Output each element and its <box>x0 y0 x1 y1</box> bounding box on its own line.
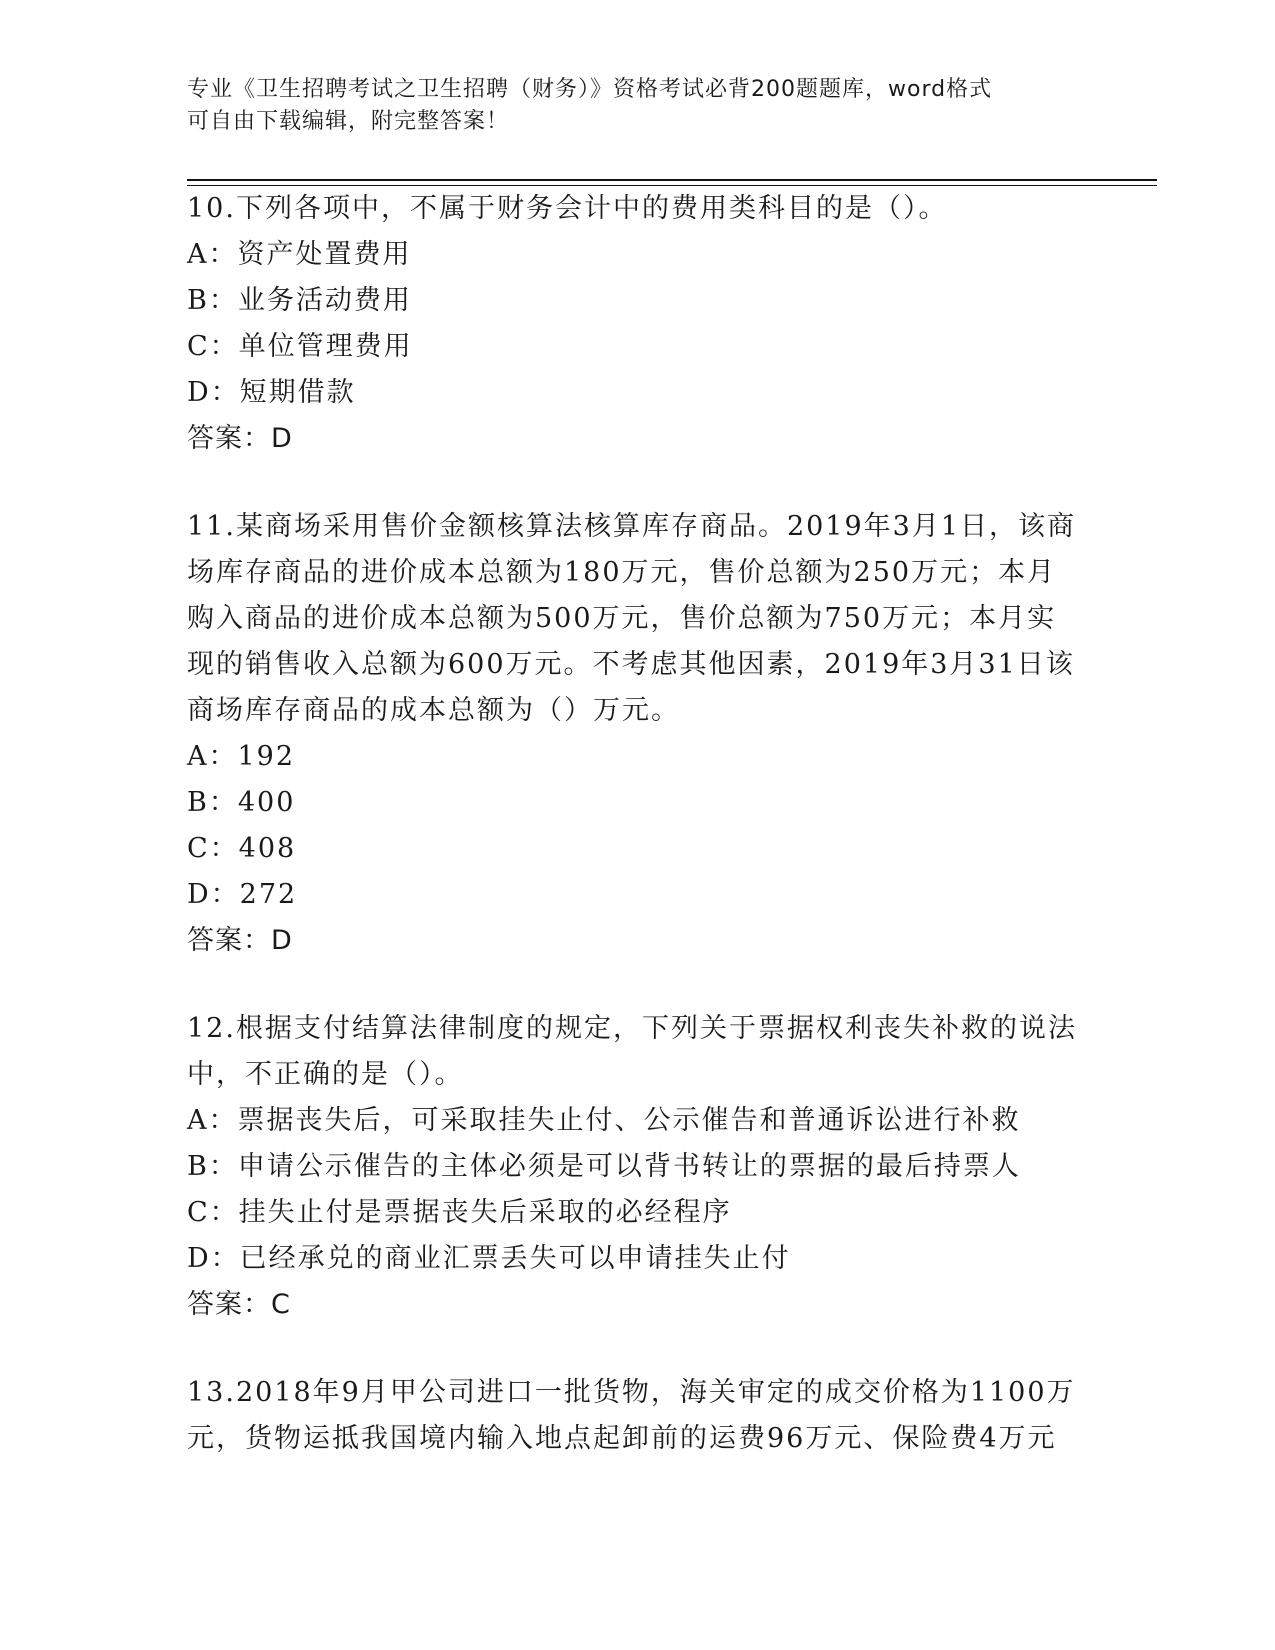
option-d: D：272 <box>187 879 298 910</box>
header-line-1: 专业《卫生招聘考试之卫生招聘（财务）》资格考试必背200题题库，word格式 <box>187 77 993 102</box>
header-rule-thick <box>187 179 1157 181</box>
option-c: C：挂失止付是票据丧失后采取的必经程序 <box>187 1197 732 1228</box>
question-text: 13.2018年9月甲公司进口一批货物，海关审定的成交价格为1100万 <box>187 1377 1076 1408</box>
option-b: B：400 <box>187 787 296 818</box>
option-a: A：192 <box>187 741 296 772</box>
option-c: C：单位管理费用 <box>187 331 413 362</box>
option-b: B：申请公示催告的主体必须是可以背书转让的票据的最后持票人 <box>187 1151 1021 1182</box>
question-text: 10.下列各项中，不属于财务会计中的费用类科目的是（）。 <box>187 193 948 224</box>
option-a: A：票据丧失后，可采取挂失止付、公示催告和普通诉讼进行补救 <box>187 1105 1021 1136</box>
question-10 <box>187 186 1087 462</box>
question-text: 12.根据支付结算法律制度的规定，下列关于票据权利丧失补救的说法 <box>187 1013 1077 1044</box>
option-d: D：短期借款 <box>187 377 356 408</box>
question-list <box>187 186 1087 1504</box>
answer-line: 答案：D <box>187 423 293 454</box>
option-a: A：资产处置费用 <box>187 239 412 270</box>
answer-line: 答案：C <box>187 1289 291 1320</box>
question-text: 现的销售收入总额为600万元。不考虑其他因素，2019年3月31日该 <box>187 649 1075 680</box>
document-header <box>187 74 1067 138</box>
question-11 <box>187 504 1087 964</box>
question-text: 场库存商品的进价成本总额为180万元，售价总额为250万元；本月 <box>187 557 1057 588</box>
question-12 <box>187 1006 1087 1328</box>
question-13 <box>187 1370 1087 1462</box>
header-line-2: 可自由下载编辑，附完整答案！ <box>187 109 510 134</box>
question-text: 商场库存商品的成本总额为（）万元。 <box>187 695 680 726</box>
option-b: B：业务活动费用 <box>187 285 412 316</box>
question-text: 中，不正确的是（）。 <box>187 1059 464 1090</box>
answer-line: 答案：D <box>187 925 293 956</box>
question-text: 元，货物运抵我国境内输入地点起卸前的运费96万元、保险费4万元 <box>187 1423 1057 1454</box>
option-d: D：已经承兑的商业汇票丢失可以申请挂失止付 <box>187 1243 791 1274</box>
option-c: C：408 <box>187 833 297 864</box>
question-text: 购入商品的进价成本总额为500万元，售价总额为750万元；本月实 <box>187 603 1057 634</box>
question-text: 11.某商场采用售价金额核算法核算库存商品。2019年3月1日，该商 <box>187 511 1077 542</box>
